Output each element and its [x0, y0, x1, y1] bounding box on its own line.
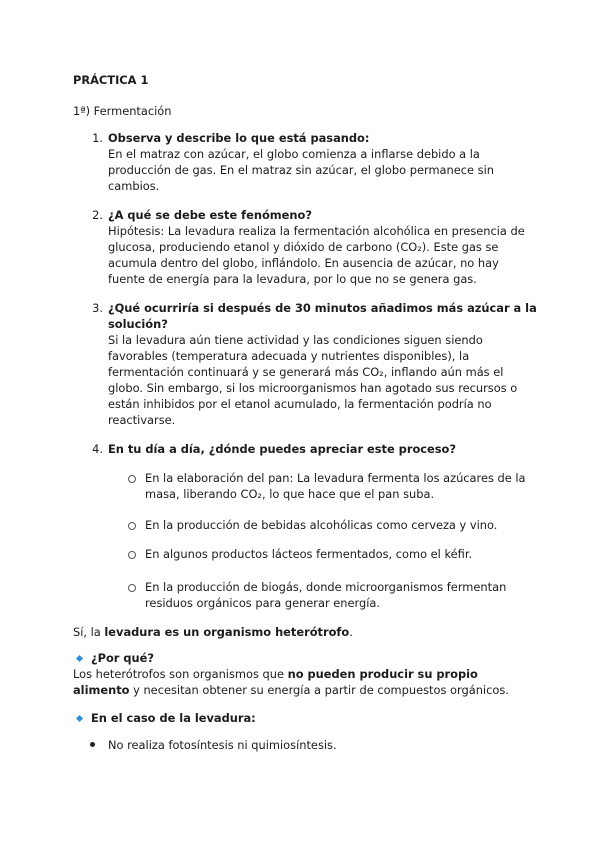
- why-text-line: [73, 682, 509, 698]
- question-text: En tu día a día, ¿dónde puedes apreciar este proceso?: [108, 442, 456, 456]
- list-item-text: No realiza fotosíntesis ni quimiosíntesis.: [108, 738, 337, 752]
- answer-line: fuente de energía para la levadura, por lo que no se genera gas.: [108, 272, 477, 286]
- heterotroph-statement: [73, 624, 353, 640]
- circle-bullet-icon: [128, 551, 136, 559]
- question-text: solución?: [108, 317, 168, 331]
- question-number: 2.: [92, 208, 103, 222]
- question-text: Observa y describe lo que está pasando:: [108, 131, 370, 145]
- list-item-text: En la elaboración del pan: La levadura fermenta los azúcares de la: [145, 471, 526, 485]
- section-subtitle: 1ª) Fermentación: [73, 104, 172, 118]
- answer-line: globo. Sin embargo, si los microorganismos han agotado sus recursos o: [108, 381, 518, 395]
- why-text: Los heterótrofos son organismos que: [73, 667, 288, 681]
- answer-line: reactivarse.: [108, 413, 176, 427]
- statement-suffix: .: [349, 625, 353, 639]
- answer-line: producción de gas. En el matraz sin azúcar, el globo permanece sin: [108, 163, 494, 177]
- statement-prefix: Sí, la: [73, 625, 105, 639]
- why-text-bold: alimento: [73, 683, 130, 697]
- question-number: 3.: [92, 301, 103, 315]
- list-item-text: En la producción de bebidas alcohólicas como cerveza y vino.: [145, 518, 498, 532]
- circle-bullet-icon: [128, 475, 136, 483]
- question-number: 1.: [92, 131, 103, 145]
- list-item-text: En algunos productos lácteos fermentados, como el kéfir.: [145, 547, 473, 561]
- answer-line: Si la levadura aún tiene actividad y las condiciones siguen siendo: [108, 333, 483, 347]
- answer-line: Hipótesis: La levadura realiza la fermentación alcohólica en presencia de: [108, 224, 525, 238]
- answer-line: cambios.: [108, 179, 160, 193]
- circle-bullet-icon: [128, 584, 136, 592]
- dot-bullet-icon: [90, 742, 95, 747]
- why-text: y necesitan obtener su energía a partir de compuestos orgánicos.: [129, 683, 509, 697]
- answer-line: fermentación continuará y se generará más CO₂, inflando aún más el: [108, 365, 504, 379]
- yeast-case-heading: En el caso de la levadura:: [91, 711, 256, 725]
- answer-line: acumula dentro del globo, inflándolo. En ausencia de azúcar, no hay: [108, 256, 499, 270]
- answer-line: están inhibidos por el etanol acumulado, la fermentación podría no: [108, 397, 492, 411]
- answer-line: favorables (temperatura adecuada y nutrientes disponibles), la: [108, 349, 470, 363]
- why-text-line: [73, 666, 478, 682]
- statement-bold: levadura es un organismo heterótrofo: [104, 625, 350, 639]
- question-text: ¿A qué se debe este fenómeno?: [108, 208, 312, 222]
- list-item-text: En la producción de biogás, donde microorganismos fermentan: [145, 580, 507, 594]
- circle-bullet-icon: [128, 522, 136, 530]
- answer-line: En el matraz con azúcar, el globo comienza a inflarse debido a la: [108, 147, 480, 161]
- list-item-text: masa, liberando CO₂, lo que hace que el pan suba.: [145, 487, 435, 501]
- diamond-bullet-icon: [76, 715, 83, 722]
- diamond-bullet-icon: [76, 655, 83, 662]
- answer-line: glucosa, produciendo etanol y dióxido de carbono (CO₂). Este gas se: [108, 240, 499, 254]
- question-text: ¿Qué ocurriría si después de 30 minutos añadimos más azúcar a la: [108, 301, 537, 315]
- why-text-bold: no pueden producir su propio: [287, 667, 478, 681]
- why-heading: ¿Por qué?: [91, 651, 154, 665]
- list-item-text: residuos orgánicos para generar energía.: [145, 596, 380, 610]
- page-title: PRÁCTICA 1: [73, 73, 149, 87]
- question-number: 4.: [92, 442, 103, 456]
